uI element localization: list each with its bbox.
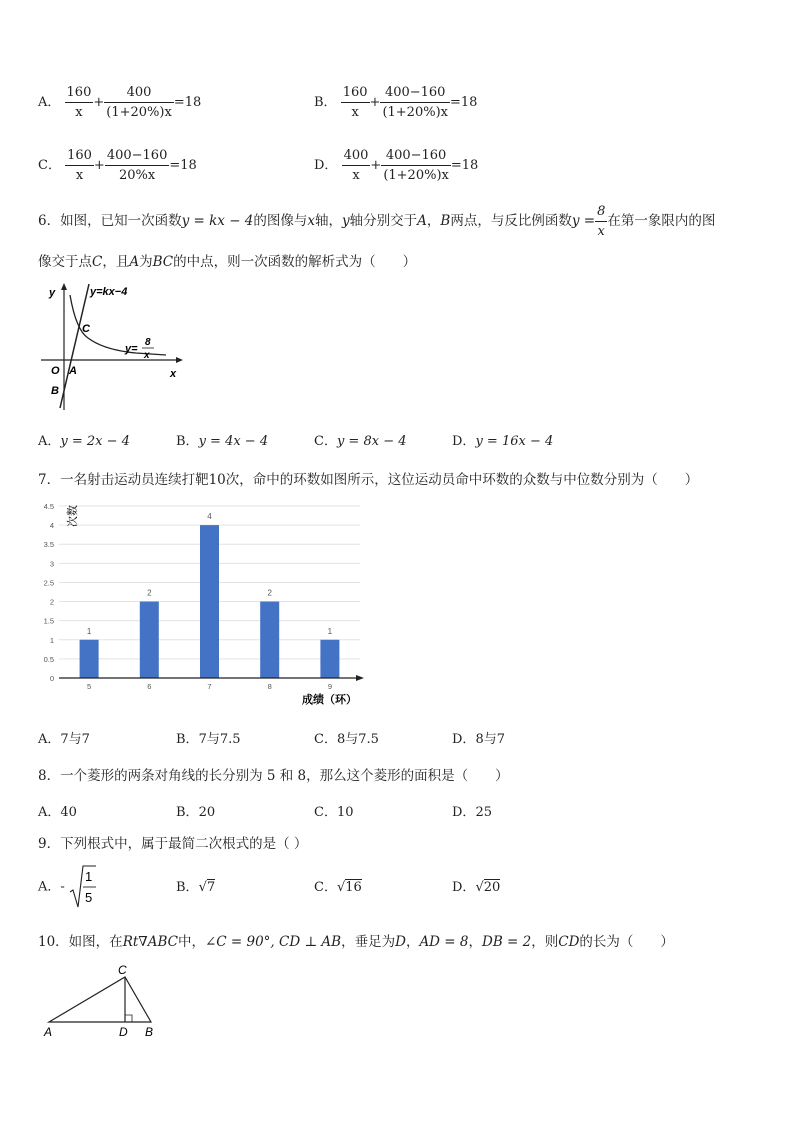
svg-text:D: D <box>119 1025 128 1039</box>
q5-option-b: B． $\frac{160}{x}$ + $\frac{400-160}{(1+20\%)x}$ =18 <box>314 85 478 120</box>
q7-option-d: D．8与7 <box>452 732 505 747</box>
sqrt-fraction <box>69 864 97 910</box>
bar-7 <box>200 525 219 678</box>
q8-option-b: B．20 <box>176 805 216 820</box>
q9-text: 9．下列根式中，属于最简二次根式的是（ ） <box>38 836 308 852</box>
option-label: C． <box>38 158 61 173</box>
x-axis-arrow <box>176 357 183 363</box>
q6-option-d: D．y = 16x − 4 <box>452 434 554 449</box>
y-axis-arrow <box>61 283 67 290</box>
fraction: $\frac{160}{x}$ <box>66 85 92 120</box>
sqrt-symbol: √ <box>336 880 346 895</box>
q6-line1: 6．如图，已知一次函数y = kx − 4的图像与x轴，y轴分别交于A，B两点，与反比例函数y = $\frac{8}{x}$ 在第一象限内的图 <box>38 204 716 239</box>
data-label: 1 <box>86 626 92 636</box>
x-axis-label: x <box>170 368 177 380</box>
y-tick-label: 3.5 <box>43 540 54 550</box>
point-b-label: B <box>51 385 59 397</box>
x-tick-labels <box>87 682 332 691</box>
y-tick-label: 4 <box>49 521 54 531</box>
q9-option-d: D．√20 <box>452 880 501 895</box>
q9-option-a: A．- 1 5 <box>38 864 97 910</box>
fraction: $\frac{400}{(1+20\%)x}$ <box>106 85 172 120</box>
q9-option-c: C．√16 <box>314 880 362 895</box>
y-tick-label: 0 <box>49 674 54 683</box>
line-label: y=kx−4 <box>90 286 128 298</box>
fraction: $\frac{400-160}{20\%x}$ <box>106 148 168 183</box>
fraction: $\frac{400-160}{(1+20\%)x}$ <box>383 148 449 183</box>
q7-option-b: B．7与7.5 <box>176 732 241 747</box>
q7-option-a: A．7与7 <box>38 732 90 747</box>
q8-option-a: A．40 <box>38 805 77 820</box>
y-tick-label: 0.5 <box>43 654 54 664</box>
q5-option-c: C． $\frac{160}{x}$ + $\frac{400-160}{20\%x}$ =18 <box>38 148 197 183</box>
chart-ylabel: 次数 <box>67 505 79 527</box>
q6-option-c: C．y = 8x − 4 <box>314 434 407 449</box>
y-tick-label: 2.5 <box>43 578 54 588</box>
y-tick-label: 2 <box>49 597 54 607</box>
sqrt-symbol: √ <box>198 880 207 895</box>
x-tick-label: 7 <box>207 682 212 691</box>
y-tick-label: 4.5 <box>43 502 54 511</box>
point-a-label: A <box>69 365 77 377</box>
option-label: B． <box>314 95 337 110</box>
q8-option-c: C．10 <box>314 805 354 820</box>
q10-triangle-figure <box>40 962 165 1042</box>
fraction: $\frac{160}{x}$ <box>342 85 368 120</box>
q8-text: 8．一个菱形的两条对角线的长分别为 5 和 8，那么这个菱形的面积是（ ） <box>38 768 509 784</box>
y-tick-label: 1 <box>49 635 54 645</box>
y-axis-label: y <box>49 287 56 299</box>
data-label: 4 <box>207 512 212 522</box>
x-tick-label: 9 <box>327 682 332 691</box>
chart-xlabel: 成绩（环） <box>302 694 357 706</box>
point-c-label: C <box>82 323 90 335</box>
hyperbola-label: y= <box>125 343 138 355</box>
q7-text: 7．一名射击运动员连续打靶10次，命中的环数如图所示，这位运动员命中环数的众数与中位数分别为（ ） <box>38 472 699 488</box>
y-tick-labels <box>44 502 54 683</box>
bar-8 <box>260 602 279 678</box>
origin-label: O <box>51 365 60 377</box>
option-label: A． <box>38 95 61 110</box>
data-label: 2 <box>267 588 272 598</box>
hyperbola-den: x <box>144 350 150 361</box>
x-tick-label: 8 <box>267 682 272 691</box>
y-tick-label: 1.5 <box>43 616 54 626</box>
svg-text:C: C <box>118 963 127 977</box>
bar-9 <box>320 640 339 678</box>
data-label: 2 <box>147 588 152 598</box>
q9-option-b: B．√7 <box>176 880 216 895</box>
q5-option-a: A． $\frac{160}{x}$ + $\frac{400}{(1+20\%)x}$ =18 <box>38 85 202 120</box>
svg-text:B: B <box>145 1025 154 1039</box>
chart-x-axis-arrow <box>356 675 364 681</box>
q6-option-b: B．y = 4x − 4 <box>176 434 269 449</box>
x-tick-label: 6 <box>147 682 152 691</box>
right-angle-mark <box>125 1015 132 1022</box>
q5-option-d: D． $\frac{400}{x}$ + $\frac{400-160}{(1+20\%)x}$ =18 <box>314 148 479 183</box>
q7-bar-chart <box>30 495 375 713</box>
svg-text:5: 5 <box>84 890 93 905</box>
sqrt-symbol: √ <box>475 880 484 895</box>
q6-option-a: A．y = 2x − 4 <box>38 434 130 449</box>
option-label: D． <box>314 158 338 173</box>
fraction: $\frac{400}{x}$ <box>343 148 369 183</box>
bar-5 <box>80 640 99 678</box>
q8-option-d: D．25 <box>452 805 492 820</box>
math: y = kx − 4 <box>181 213 254 229</box>
y-tick-label: 3 <box>49 559 54 569</box>
svg-text:1: 1 <box>84 869 93 884</box>
q6-graph <box>38 280 188 415</box>
hyperbola-num: 8 <box>145 337 151 348</box>
data-label: 1 <box>327 626 333 636</box>
fraction: $\frac{160}{x}$ <box>67 148 92 183</box>
svg-text:A: A <box>44 1025 53 1039</box>
bar-6 <box>140 602 159 678</box>
q10-text: 10．如图，在Rt∇ABC中，∠C = 90°, CD ⊥ AB，垂足为D，AD = 8，DB = 2，则CD的长为（ ） <box>38 934 674 950</box>
x-tick-label: 5 <box>87 682 92 691</box>
fraction: $\frac{400-160}{(1+20\%)x}$ <box>382 85 448 120</box>
q7-option-c: C．8与7.5 <box>314 732 379 747</box>
triangle-abc <box>49 977 151 1022</box>
fraction: $\frac{8}{x}$ <box>597 204 606 239</box>
q6-line2: 像交于点C，且A为BC的中点，则一次函数的解析式为（ ） <box>38 254 417 270</box>
